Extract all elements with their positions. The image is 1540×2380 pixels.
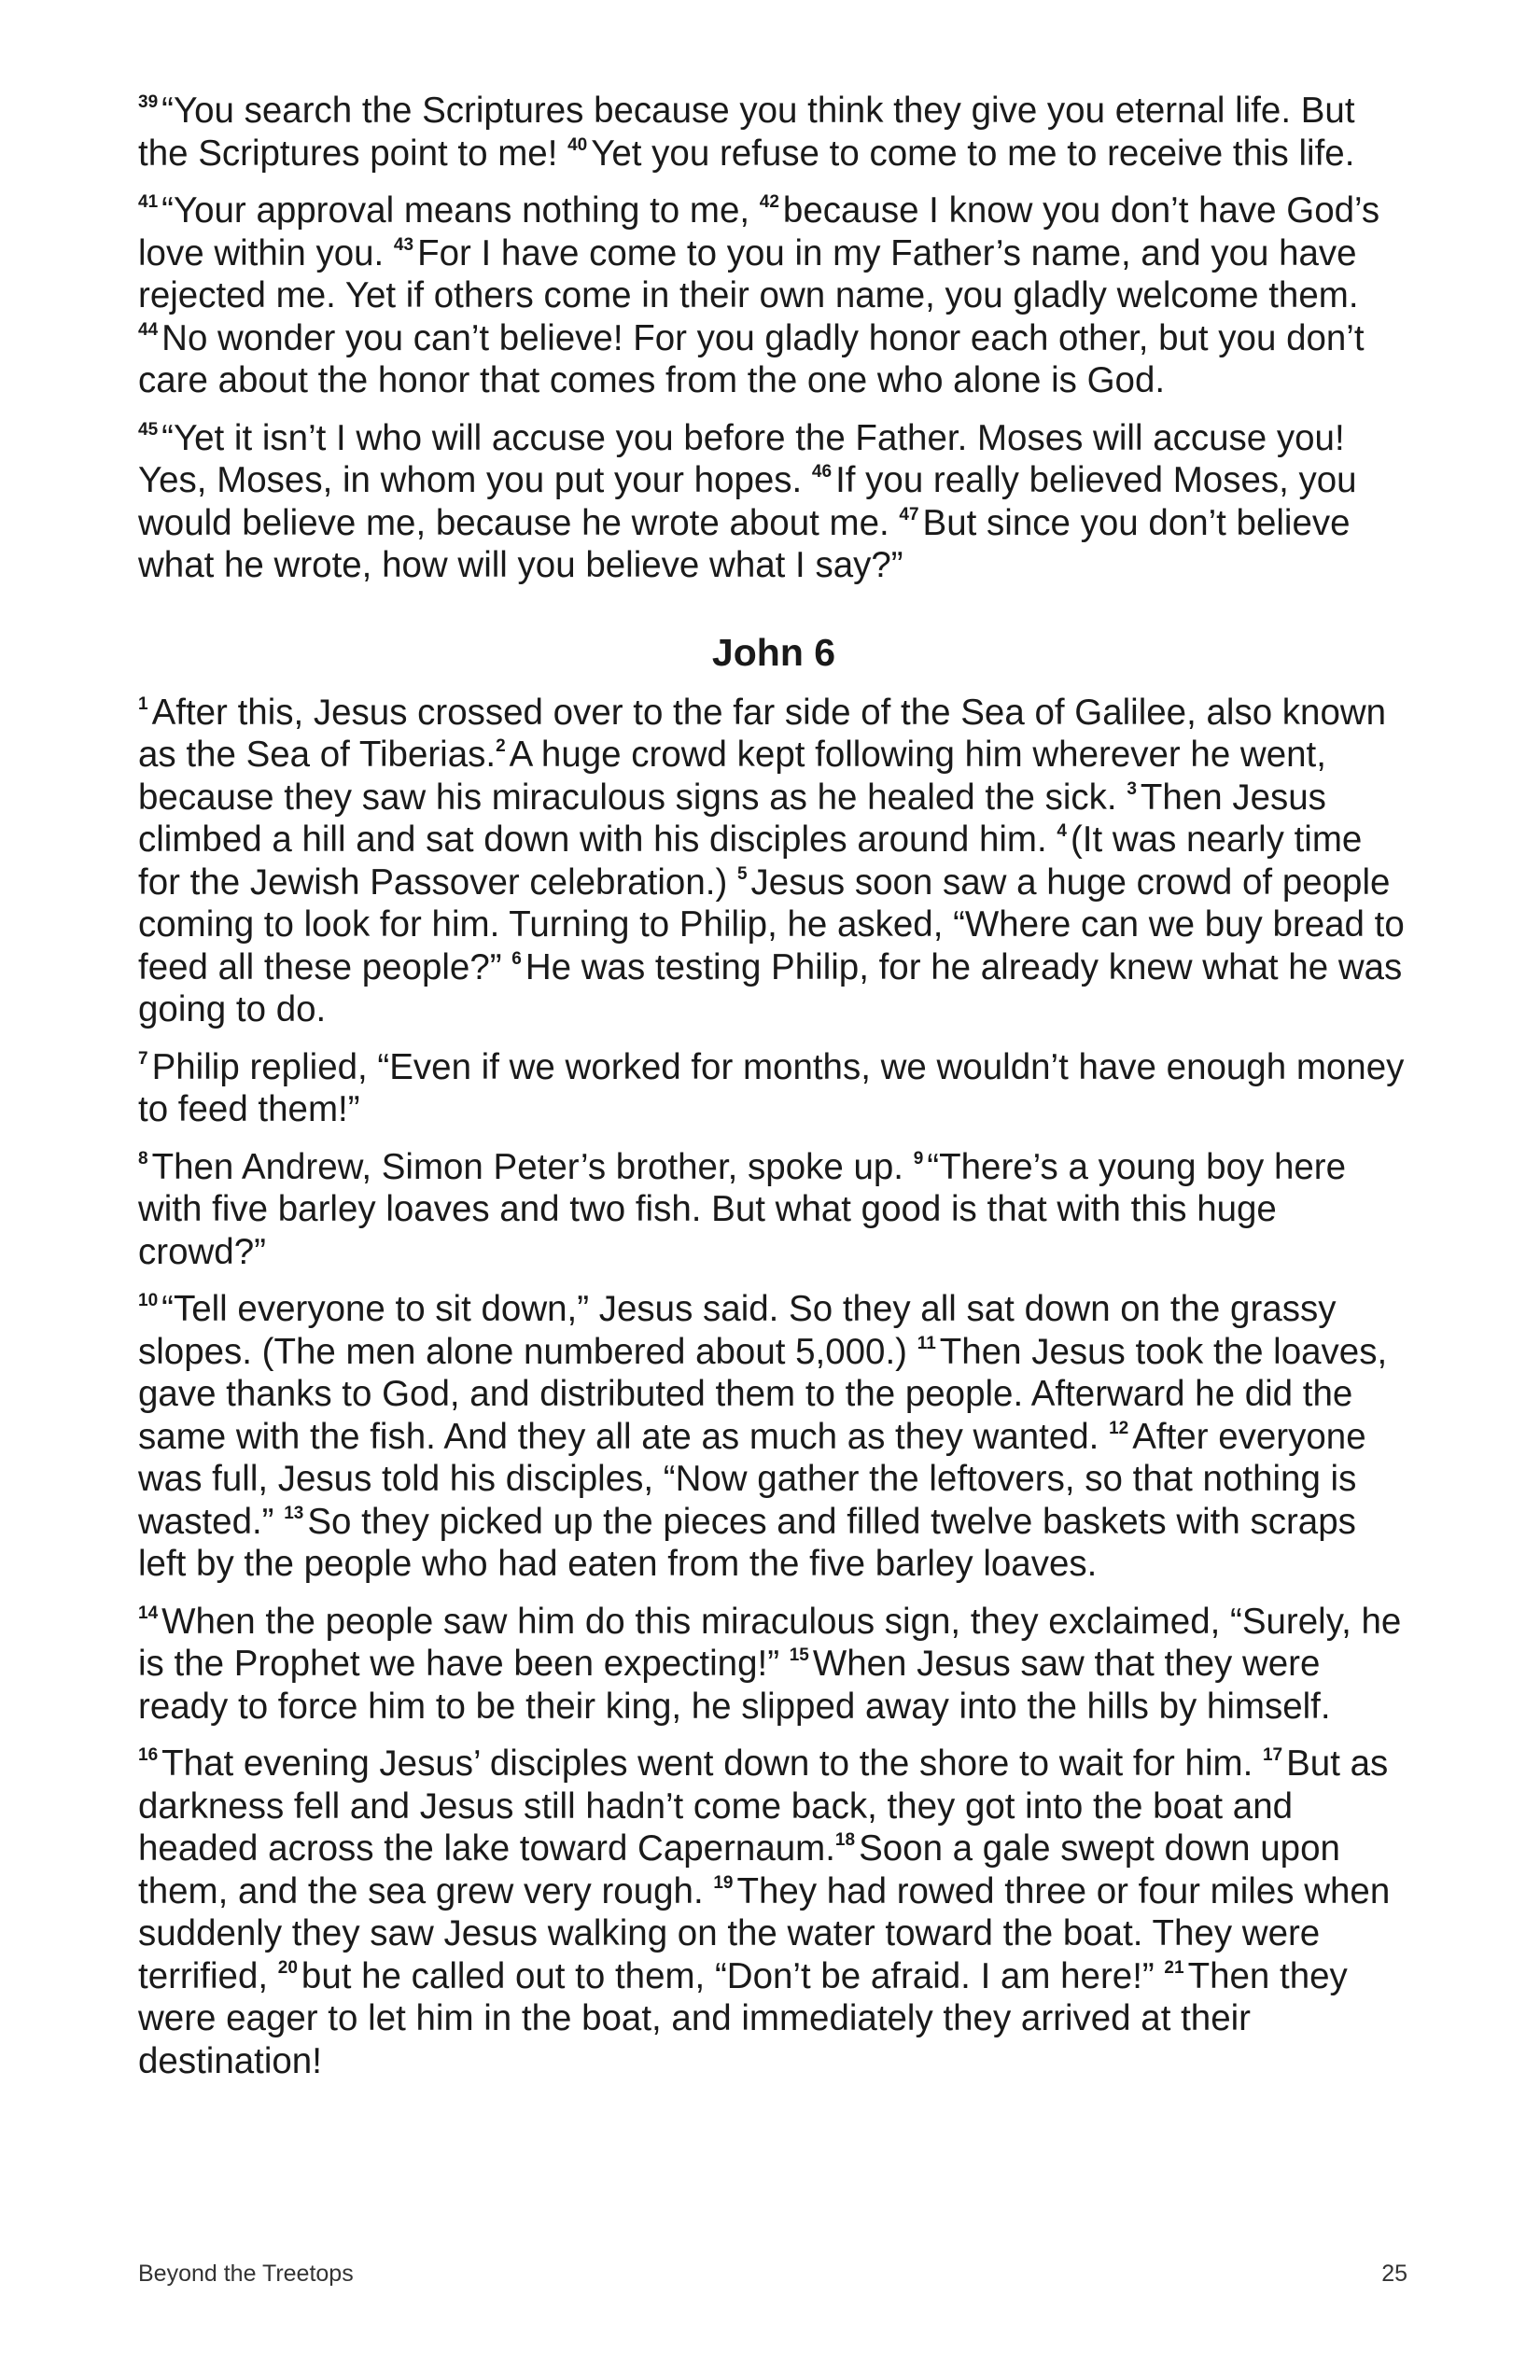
- verse-text: Then Jesus took the loaves, gave thanks to God, and distributed them to the people. Afterward he did the same with the fish. And they all ate as much as they wanted.: [138, 1331, 1388, 1457]
- verse-number: 11: [917, 1333, 936, 1353]
- verse-text: Soon a gale swept down upon them, and the sea grew very rough.: [138, 1828, 1340, 1911]
- verse-number: 3: [1127, 778, 1137, 799]
- verse-text: “Your approval means nothing to me,: [161, 190, 760, 231]
- verse-number: 7: [138, 1048, 148, 1069]
- verse-number: 9: [913, 1148, 924, 1169]
- verse-number: 2: [496, 736, 506, 756]
- page-content: [138, 90, 1409, 2097]
- verse-number: 15: [789, 1645, 809, 1665]
- john-5-continuation: [138, 90, 1409, 587]
- paragraph: [138, 1288, 1409, 1586]
- verse-number: 19: [713, 1872, 734, 1893]
- verse-number: 42: [759, 192, 779, 212]
- verse-text: Jesus soon saw a huge crowd of people coming to look for him. Turning to Philip, he asked, “Where can we buy bread to feed all these people?”: [138, 861, 1405, 987]
- verse-number: 12: [1109, 1418, 1129, 1438]
- verse-number: 43: [393, 234, 414, 255]
- verse-text: Yet you refuse to come to me to receive this life.: [591, 133, 1355, 174]
- verse-number: 39: [138, 92, 159, 112]
- verse-number: 40: [567, 134, 588, 155]
- verse-text: “Yet it isn’t I who will accuse you before the Father. Moses will accuse you! Yes, Moses, in whom you put your hopes.: [138, 417, 1345, 500]
- verse-text: A huge crowd kept following him wherever he went, because they saw his miraculous signs as he healed the sick.: [138, 735, 1326, 818]
- paragraph: [138, 692, 1409, 1031]
- verse-text: He was testing Philip, for he already knew what he was going to do.: [138, 946, 1403, 1029]
- verse-number: 47: [899, 504, 919, 525]
- verse-number: 16: [138, 1745, 159, 1765]
- paragraph: [138, 189, 1409, 402]
- verse-text: After everyone was full, Jesus told his disciples, “Now gather the leftovers, so that nothing is wasted.”: [138, 1416, 1366, 1542]
- verse-text: When the people saw him do this miraculous sign, they exclaimed, “Surely, he is the Prophet we have been expecting!”: [138, 1601, 1402, 1684]
- verse-text: Philip replied, “Even if we worked for months, we wouldn’t have enough money to feed them!”: [138, 1046, 1405, 1129]
- paragraph: [138, 1046, 1409, 1131]
- verse-number: 6: [511, 948, 522, 969]
- verse-number: 1: [138, 693, 148, 714]
- paragraph: [138, 417, 1409, 587]
- verse-text: Then Jesus climbed a hill and sat down with his disciples around him.: [138, 777, 1326, 860]
- verse-number: 21: [1164, 1957, 1184, 1978]
- verse-text: But as darkness fell and Jesus still hadn’t come back, they got into the boat and headed across the lake toward Capernaum.: [138, 1743, 1389, 1869]
- verse-text: If you really believed Moses, you would believe me, because he wrote about me.: [138, 460, 1357, 543]
- verse-number: 20: [277, 1957, 298, 1978]
- verse-number: 13: [284, 1503, 304, 1523]
- verse-number: 14: [138, 1603, 159, 1623]
- verse-text: For I have come to you in my Father’s name, and you have rejected me. Yet if others come in their own name, you gladly welcome them.: [138, 232, 1359, 315]
- verse-number: 17: [1262, 1745, 1283, 1765]
- verse-text: When Jesus saw that they were ready to force him to be their king, he slipped away into the hills by himself.: [138, 1644, 1331, 1727]
- paragraph: [138, 1601, 1409, 1729]
- verse-text: No wonder you can’t believe! For you gladly honor each other, but you don’t care about the honor that comes from the one who alone is God.: [138, 317, 1365, 400]
- footer-page-number: 25: [1381, 2261, 1407, 2287]
- verse-text: “There’s a young boy here with five barley loaves and two fish. But what good is that with this huge crowd?”: [138, 1146, 1347, 1272]
- john-6-text: [138, 692, 1409, 2083]
- verse-text: Then Andrew, Simon Peter’s brother, spoke up.: [151, 1146, 914, 1187]
- verse-number: 8: [138, 1148, 148, 1169]
- verse-text: That evening Jesus’ disciples went down to the shore to wait for him.: [161, 1743, 1263, 1784]
- verse-text: But since you don’t believe what he wrote, how will you believe what I say?”: [138, 502, 1351, 585]
- verse-text: “Tell everyone to sit down,” Jesus said. So they all sat down on the grassy slopes. (The men alone numbered about 5,000.): [138, 1289, 1337, 1372]
- verse-text: “You search the Scriptures because you think they give you eternal life. But the Scriptures point to me!: [138, 91, 1355, 174]
- verse-text: but he called out to them, “Don’t be afraid. I am here!”: [301, 1955, 1165, 1996]
- paragraph: [138, 90, 1409, 175]
- verse-number: 46: [811, 462, 833, 482]
- verse-text: They had rowed three or four miles when suddenly they saw Jesus walking on the water toward the boat. They were terrified,: [138, 1870, 1391, 1996]
- verse-number: 41: [138, 192, 159, 212]
- verse-text: because I know you don’t have God’s love within you.: [138, 190, 1380, 273]
- paragraph: [138, 1743, 1409, 2082]
- footer-book-title: Beyond the Treetops: [138, 2261, 354, 2287]
- paragraph: [138, 1146, 1409, 1274]
- verse-text: (It was nearly time for the Jewish Passover celebration.): [138, 819, 1363, 903]
- verse-number: 5: [736, 863, 748, 884]
- verse-number: 4: [1057, 821, 1067, 841]
- verse-number: 45: [138, 419, 159, 440]
- verse-text: So they picked up the pieces and filled twelve baskets with scraps left by the people who had eaten from the five barley loaves.: [138, 1501, 1356, 1584]
- chapter-heading: John 6: [711, 630, 836, 674]
- verse-text: Then they were eager to let him in the boat, and immediately they arrived at their destination!: [138, 1955, 1348, 2081]
- verse-number: 10: [138, 1291, 159, 1310]
- verse-number: 18: [834, 1830, 856, 1850]
- verse-number: 44: [138, 319, 159, 340]
- verse-text: After this, Jesus crossed over to the far side of the Sea of Galilee, also known as the Sea of Tiberias.: [138, 692, 1387, 775]
